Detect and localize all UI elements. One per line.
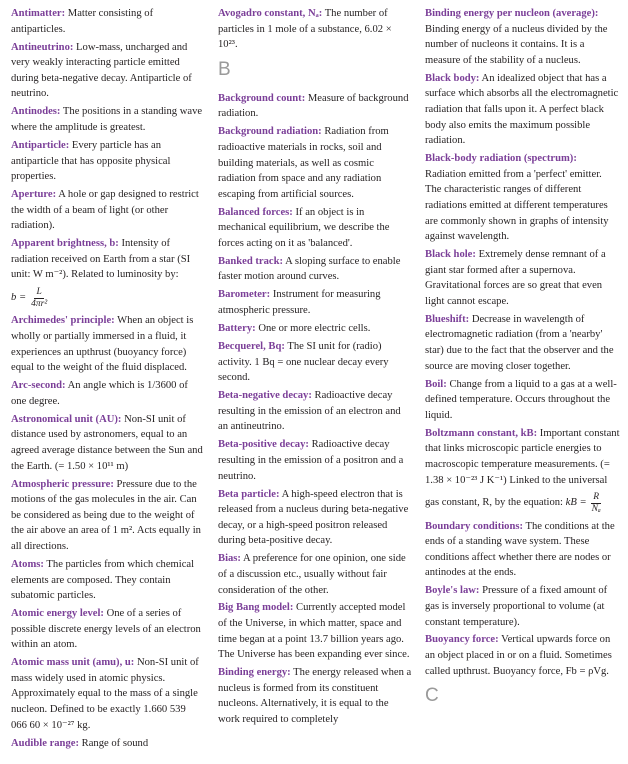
glossary-entry bbox=[11, 412, 203, 474]
entry-term: Atomic mass unit (amu), u: bbox=[11, 657, 135, 669]
brightness-equation bbox=[11, 285, 203, 311]
glossary-entry bbox=[11, 187, 203, 234]
glossary-entry bbox=[11, 378, 203, 409]
section-letter-b: B bbox=[218, 58, 231, 80]
glossary-entry bbox=[218, 665, 412, 727]
glossary-entry bbox=[218, 91, 412, 122]
glossary-entry bbox=[218, 339, 412, 386]
glossary-entry bbox=[425, 377, 620, 424]
entry-definition: Every particle has an antiparticle that has opposite physical properties. bbox=[11, 139, 171, 183]
glossary-entry bbox=[425, 632, 620, 679]
entry-definition: A hole or gap designed to restrict the width of a beam of light (or other radiation). bbox=[11, 189, 199, 232]
entry-term: Antiparticle: bbox=[11, 139, 70, 151]
entry-term: Black hole: bbox=[425, 249, 476, 261]
entry-definition: A sloping surface to enable faster motion around curves. bbox=[218, 255, 401, 283]
entry-definition: Radioactive decay resulting in the emission of a positron and a neutrino. bbox=[218, 439, 404, 482]
entry-definition: Measure of background radiation. bbox=[218, 92, 409, 120]
entry-term: Big Bang model: bbox=[218, 602, 294, 614]
entry-definition: When an object is wholly or partially immersed in a fluid, it experiences an upthrust (buoyancy force) equal to the weight of the fluid displaced. bbox=[11, 315, 194, 374]
entry-definition: Pressure due to the motions of the gas molecules in the air. Can be considered as being due to the weight of the air above an area of 1 m². Acts equally in all directions. bbox=[11, 478, 201, 552]
equation-lhs: b = bbox=[11, 292, 27, 304]
glossary-entry bbox=[218, 6, 412, 53]
entry-term: Becquerel, Bq: bbox=[218, 341, 285, 353]
entry-term: Boil: bbox=[425, 378, 447, 390]
glossary-entry bbox=[11, 477, 203, 555]
entry-definition: Radiation emitted from a 'perfect' emitter. The characteristic ranges of different radiations emitted at different temperatures are commonly shown in graphs of intensity against wavelength. bbox=[425, 168, 609, 243]
glossary-entry bbox=[218, 487, 412, 549]
entry-term: Black body: bbox=[425, 72, 480, 84]
entry-definition: The particles from which chemical elements are composed. They contain subatomic particles. bbox=[11, 558, 195, 602]
entry-term: Avogadro constant, Nₐ: bbox=[218, 8, 323, 19]
entry-definition: One of a series of possible discrete energy levels of an electron within an atom. bbox=[11, 608, 201, 651]
entry-term: Bias: bbox=[218, 553, 241, 565]
boltzmann-equation bbox=[566, 490, 603, 516]
glossary-entry bbox=[218, 388, 412, 435]
entry-term: Atomic energy level: bbox=[11, 608, 104, 620]
glossary-column-2 bbox=[218, 6, 412, 730]
entry-term: Black-body radiation (spectrum): bbox=[425, 153, 577, 165]
glossary-entry bbox=[11, 655, 203, 733]
glossary-entry bbox=[425, 312, 620, 374]
glossary-entry bbox=[11, 736, 203, 752]
entry-definition: Low-mass, uncharged and very weakly interacting particle emitted during beta-negative decay. Antiparticle of neutrino. bbox=[11, 41, 192, 100]
entry-definition: Radioactive decay resulting in the emission of an electron and an antineutrino. bbox=[218, 390, 401, 433]
glossary-entry bbox=[11, 6, 203, 37]
fraction-numerator: R bbox=[593, 491, 600, 502]
entry-definition: Pressure of a fixed amount of gas is inversely proportional to volume (at constant temperature). bbox=[425, 585, 608, 628]
entry-term: Boyle's law: bbox=[425, 585, 480, 597]
entry-definition: One or more electric cells. bbox=[258, 323, 371, 335]
entry-definition: If an object is in mechanical equilibrium, we describe the forces acting on it as 'balanced'. bbox=[218, 206, 390, 249]
entry-definition: Non-SI unit of mass widely used in atomic physics. Approximately equal to the mass of a single nucleon. Defined to be exactly 1.660 539 066 60 × 10⁻²⁷ kg. bbox=[11, 657, 199, 731]
glossary-entry bbox=[218, 287, 412, 318]
glossary-entry bbox=[425, 519, 620, 581]
glossary-entry bbox=[425, 247, 620, 309]
glossary-entry bbox=[425, 583, 620, 630]
entry-definition: A high-speed electron that is released from a nucleus during beta-negative decay, or a high-speed positron released during beta-positive decay. bbox=[218, 488, 409, 547]
entry-term: Antinodes: bbox=[11, 106, 61, 118]
entry-definition: The positions in a standing wave where the amplitude is greatest. bbox=[11, 106, 203, 133]
glossary-entry bbox=[218, 437, 412, 484]
entry-term: Audible range: bbox=[11, 737, 79, 749]
entry-definition: Extremely dense remnant of a giant star formed after a supernova. Gravitational forces are so great that even light cannot escape. bbox=[425, 249, 606, 307]
entry-term: Blueshift: bbox=[425, 313, 470, 325]
entry-term: Antineutrino: bbox=[11, 41, 74, 53]
glossary-entry bbox=[425, 6, 620, 68]
entry-term: Buoyancy force: bbox=[425, 634, 499, 646]
fraction-numerator: L bbox=[36, 286, 42, 297]
entry-definition: An idealized object that has a surface which absorbs all the electromagnetic radiation that falls upon it. A perfect black body also emits the maximum possible radiation. bbox=[425, 72, 619, 147]
entry-term: Beta-positive decay: bbox=[218, 439, 309, 451]
entry-term: Beta particle: bbox=[218, 488, 280, 500]
glossary-entry bbox=[218, 600, 412, 662]
entry-term: Background count: bbox=[218, 92, 306, 104]
glossary-column-1 bbox=[11, 6, 203, 754]
glossary-entry bbox=[11, 557, 203, 604]
glossary-entry bbox=[218, 124, 412, 202]
glossary-entry bbox=[11, 138, 203, 185]
equation-fraction bbox=[590, 492, 603, 515]
entry-definition: Currently accepted model of the Universe, in which matter, space and time began at a point 13.7 billion years ago. The Universe has been expanding ever since. bbox=[218, 602, 410, 661]
entry-term: Atoms: bbox=[11, 558, 44, 570]
fraction-denominator: 4πr² bbox=[31, 298, 48, 309]
entry-definition: The number of particles in 1 mole of a substance, 6.02 × 10²³. bbox=[218, 8, 392, 51]
glossary-entry bbox=[425, 71, 620, 149]
entry-term: Aperture: bbox=[11, 189, 57, 201]
glossary-entry bbox=[425, 426, 620, 516]
entry-definition: Intensity of radiation received on Earth from a star (SI unit: W m⁻²). Related to luminosity by: bbox=[11, 238, 191, 281]
entry-term: Antimatter: bbox=[11, 8, 66, 19]
entry-term: Beta-negative decay: bbox=[218, 390, 312, 402]
entry-term: Archimedes' principle: bbox=[11, 315, 115, 327]
entry-definition: Binding energy of a nucleus divided by the number of nucleons it contains. It is a measure of the stability of a nucleus. bbox=[425, 23, 608, 66]
equation-lhs: kB = bbox=[565, 497, 587, 509]
entry-definition: An angle which is 1/3600 of one degree. bbox=[11, 380, 188, 407]
entry-definition: Range of sound bbox=[81, 737, 149, 749]
equation-fraction bbox=[29, 287, 49, 310]
entry-term: Binding energy: bbox=[218, 667, 291, 679]
entry-term: Apparent brightness, b: bbox=[11, 238, 119, 250]
entry-term: Background radiation: bbox=[218, 126, 322, 138]
glossary-column-3 bbox=[425, 6, 620, 717]
entry-definition: The SI unit for (radio) activity. 1 Bq = one nuclear decay every second. bbox=[218, 341, 389, 384]
entry-definition: Decrease in wavelength of electromagnetic radiation (from a 'nearby' star) due to the fact that the observer and the source are moving closer together. bbox=[425, 313, 614, 372]
glossary-entry bbox=[11, 40, 203, 102]
entry-term: Balanced forces: bbox=[218, 206, 293, 218]
glossary-entry bbox=[218, 205, 412, 252]
section-letter-c: C bbox=[425, 685, 439, 707]
glossary-entry bbox=[425, 151, 620, 245]
entry-definition: Vertical upwards force on an object placed in or on a fluid. Sometimes called upthrust. Buoyancy force, Fb = ρVg. bbox=[425, 634, 612, 677]
entry-term: Banked track: bbox=[218, 255, 284, 267]
entry-definition: Non-SI unit of distance used by astronomers, equal to an agreed average distance between the Sun and the Earth. (= 1.50 × 10¹¹ m) bbox=[11, 413, 203, 472]
glossary-entry bbox=[218, 551, 412, 598]
entry-term: Binding energy per nucleon (average): bbox=[425, 8, 599, 19]
glossary-entry bbox=[11, 313, 203, 375]
entry-term: Boltzmann constant, kB: bbox=[425, 427, 538, 439]
entry-term: Atmospheric pressure: bbox=[11, 478, 114, 490]
entry-definition: A preference for one opinion, one side of a discussion etc., usually without fair consideration of the other. bbox=[218, 553, 406, 596]
entry-definition: The conditions at the ends of a standing wave system. These conditions affect whether there are nodes or antinodes at the ends. bbox=[425, 520, 615, 579]
entry-definition: Change from a liquid to a gas at a well-defined temperature. Occurs throughout the liquid. bbox=[425, 378, 617, 421]
glossary-entry bbox=[218, 321, 412, 337]
entry-term: Battery: bbox=[218, 323, 256, 335]
entry-term: Barometer: bbox=[218, 289, 271, 301]
fraction-denominator: Nₐ bbox=[591, 503, 601, 514]
entry-definition: Instrument for measuring atmospheric pressure. bbox=[218, 289, 381, 317]
entry-term: Arc-second: bbox=[11, 380, 66, 392]
entry-term: Astronomical unit (AU): bbox=[11, 413, 122, 425]
glossary-entry bbox=[11, 606, 203, 653]
glossary-entry bbox=[11, 236, 203, 311]
entry-definition: The energy released when a nucleus is formed from its constituent nucleons. Alternatively, it is equal to the work required to completely bbox=[218, 667, 412, 726]
glossary-entry bbox=[218, 254, 412, 285]
entry-term: Boundary conditions: bbox=[425, 520, 524, 532]
entry-definition: Matter consisting of antiparticles. bbox=[11, 8, 154, 35]
entry-definition: Important constant that links microscopic particle energies to macroscopic temperature measurements. (= 1.38 × 10⁻²³ J K⁻¹) Linked to the universal gas constant, R, by the equation: bbox=[425, 427, 620, 509]
entry-definition: Radiation from radioactive materials in rocks, soil and building materials, as well as cosmic radiation from space and any radiation escaping from artificial sources. bbox=[218, 126, 389, 200]
glossary-entry bbox=[11, 104, 203, 135]
